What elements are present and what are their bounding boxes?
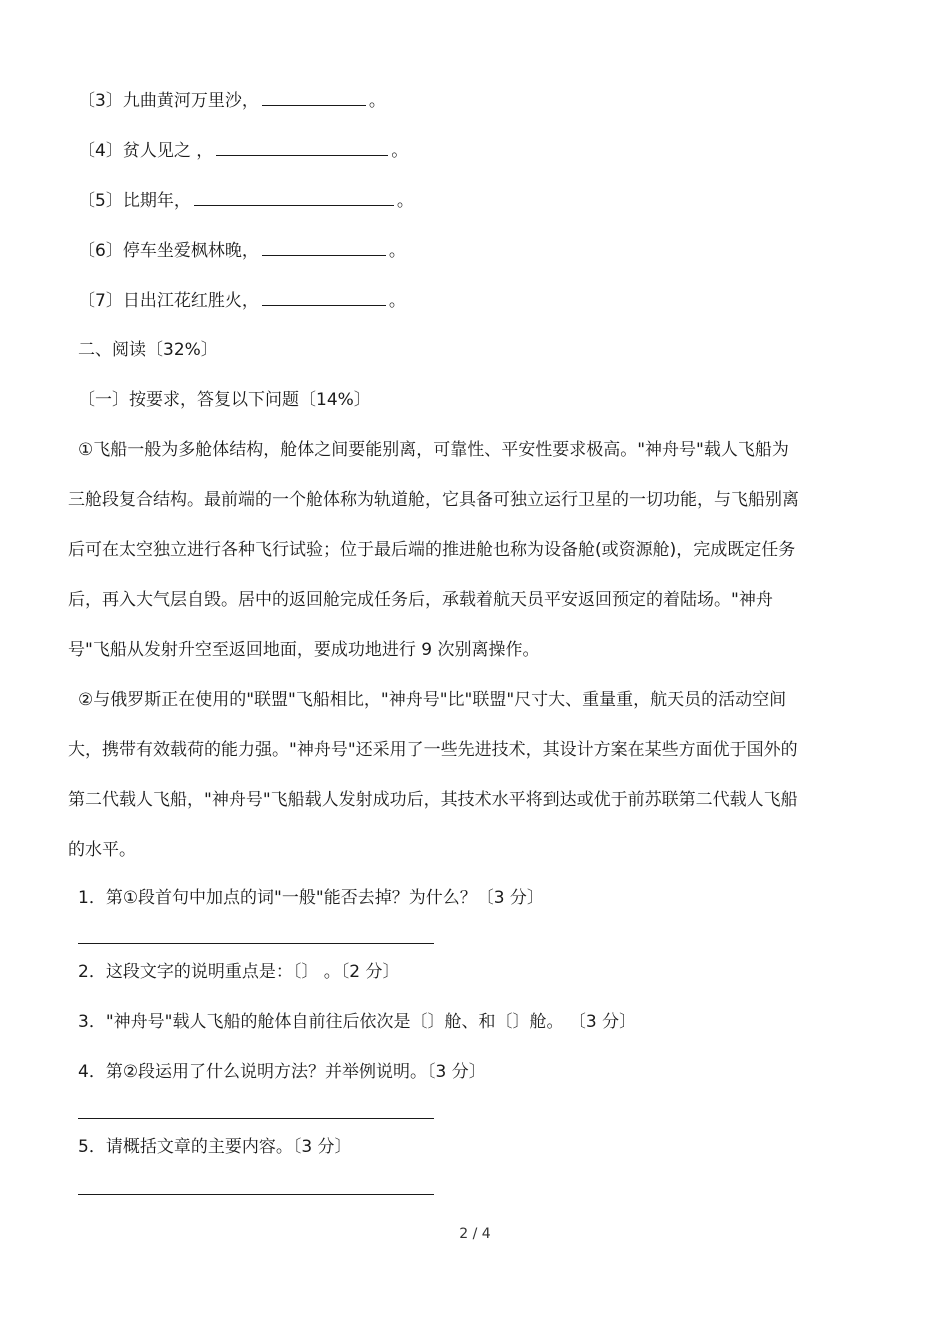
passage-paragraph-2 bbox=[68, 675, 883, 875]
fill-blank-suffix: 。 bbox=[388, 241, 406, 261]
answer-line-4[interactable] bbox=[78, 1118, 434, 1119]
question-3: 3．"神舟号"载人飞船的舱体自前往后依次是〔〕舱、和〔〕舱。 〔3 分〕 bbox=[78, 1012, 637, 1032]
question-1: 1．第①段首句中加点的词"一般"能否去掉？为什么？〔3 分〕 bbox=[78, 888, 544, 908]
passage-line: ①飞船一般为多舱体结构，舱体之间要能别离，可靠性、平安性要求极高。"神舟号"载人飞船为 bbox=[78, 440, 789, 460]
passage-line: ②与俄罗斯正在使用的"联盟"飞船相比，"神舟号"比"联盟"尺寸大、重量重，航天员的活动空间 bbox=[78, 690, 787, 710]
page-number: 2 / 4 bbox=[459, 1226, 491, 1242]
answer-line-1[interactable] bbox=[78, 943, 434, 944]
passage-line: 的水平。 bbox=[68, 840, 136, 860]
fill-blank-suffix: 。 bbox=[396, 191, 414, 211]
fill-blank-3 bbox=[78, 88, 386, 113]
passage-line: 第二代载人飞船，"神舟号"飞船载人发射成功后，其技术水平将到达或优于前苏联第二代载人飞船 bbox=[68, 790, 798, 810]
fill-blank-suffix: 。 bbox=[368, 91, 386, 111]
section-heading: 二、阅读〔32%〕 bbox=[78, 340, 218, 360]
fill-blank-prefix: 〔5〕比期年， bbox=[78, 191, 191, 211]
passage-line: 大，携带有效载荷的能力强。"神舟号"还采用了一些先进技术，其设计方案在某些方面优于国外的 bbox=[68, 740, 798, 760]
fill-blank-suffix: 。 bbox=[391, 141, 409, 161]
question-5: 5．请概括文章的主要内容。〔3 分〕 bbox=[78, 1137, 352, 1157]
fill-blank-suffix: 。 bbox=[388, 291, 406, 311]
subsection-heading: 〔一〕按要求，答复以下问题〔14%〕 bbox=[78, 390, 371, 410]
fill-blank-prefix: 〔7〕日出江花红胜火， bbox=[78, 291, 259, 311]
passage-line: 三舱段复合结构。最前端的一个舱体称为轨道舱，它具备可独立运行卫星的一切功能，与飞船别离 bbox=[68, 490, 799, 510]
fill-blank-6 bbox=[78, 238, 406, 263]
passage-line: 后可在太空独立进行各种飞行试验；位于最后端的推进舱也称为设备舱(或资源舱)，完成既定任务 bbox=[68, 540, 796, 560]
passage-line: 号"飞船从发射升空至返回地面，要成功地进行 9 次别离操作。 bbox=[68, 640, 540, 660]
fill-blank-prefix: 〔3〕九曲黄河万里沙， bbox=[78, 91, 259, 111]
passage-line: 后，再入大气层自毁。居中的返回舱完成任务后，承载着航天员平安返回预定的着陆场。"神舟 bbox=[68, 590, 773, 610]
passage-paragraph-1 bbox=[68, 425, 883, 675]
blank-line bbox=[262, 238, 386, 256]
question-2: 2．这段文字的说明重点是：〔〕 。〔2 分〕 bbox=[78, 962, 400, 982]
question-4: 4．第②段运用了什么说明方法？并举例说明。〔3 分〕 bbox=[78, 1062, 486, 1082]
blank-line bbox=[262, 88, 366, 106]
blank-line bbox=[194, 188, 394, 206]
fill-blank-prefix: 〔6〕停车坐爱枫林晚， bbox=[78, 241, 259, 261]
fill-blank-7 bbox=[78, 288, 406, 313]
fill-blank-prefix: 〔4〕贫人见之 ， bbox=[78, 141, 214, 161]
fill-blank-4 bbox=[78, 138, 408, 163]
blank-line bbox=[262, 288, 386, 306]
fill-blank-5 bbox=[78, 188, 414, 213]
blank-line bbox=[216, 138, 388, 156]
answer-line-5[interactable] bbox=[78, 1194, 434, 1195]
